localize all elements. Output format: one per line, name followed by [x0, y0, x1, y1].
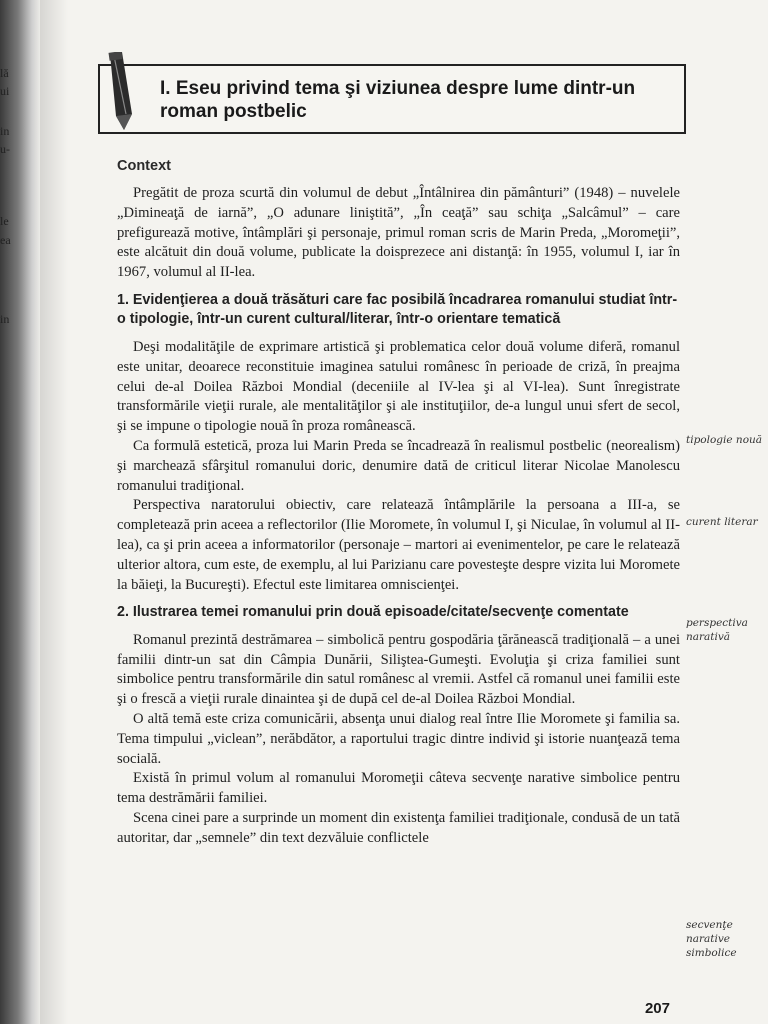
left-page-fragment: le	[0, 214, 9, 228]
left-page-fragment: u-	[0, 142, 10, 156]
context-paragraph: Pregătit de proza scurtă din volumul de debut „Întâlnirea din pământuri” (1948) – nuvelele „Dimineaţă de iarnă”, „O adunare liniştită”, „În ceaţă” sau schiţa „Salcâmul” – care prefigurează motive, întâmplări şi personaje, primul roman scris de Marin Preda, „Moromeţii”, este alcătuit din două volume, publicate la doisprezece ani distanţă: în 1955, volumul I, iar în 1967, volumul al II-lea.	[117, 185, 680, 281]
margin-note: secvenţe narative simbolice	[686, 919, 737, 959]
paragraph: Scena cinei pare a surprinde un moment din existenţa familiei tradiţionale, condusă de un tată autoritar, dar „semnele” din text dezvăluie conflictele	[117, 810, 680, 846]
margin-note: tipologie nouă	[686, 434, 763, 446]
section-1-heading: 1. Evidenţierea a două trăsături care fac posibilă încadrarea romanului studiat într-o tipologie, într-un curent cultural/literar, într-o orientare tematică	[117, 291, 678, 328]
paragraph: Deşi modalităţile de exprimare artistică şi problematica celor două volume diferă, romanul este unitar, deoarece reconstituie imaginea satului românesc în perioade de criză, în preajma celui de-al Doilea Război Mondial (deceniile al IV-lea şi al VI-lea). Sunt înregistrate transformările vieţii rurale, ale mentalităţilor şi ale instituţiilor, de-a lungul unui sfert de secol, şi se impune o tipologie nouă în proza românească.	[117, 338, 680, 435]
paragraph: O altă temă este criza comunicării, absenţa unui dialog real între Ilie Moromete şi familia sa. Tema timpului „viclean”, nerăbdător, a raportului tragic dintre individ şi istorie nuanţează tema socială.	[117, 711, 680, 767]
left-page-fragment: ea	[0, 233, 11, 247]
margin-note: curent literar	[686, 516, 758, 528]
left-page-fragment: ui	[0, 84, 10, 98]
page-content	[117, 152, 680, 849]
left-page-fragment: in	[0, 312, 10, 326]
page-number: 207	[644, 1000, 670, 1017]
section-2-heading: 2. Ilustrarea temei romanului prin două episoade/citate/secvenţe comentate	[117, 604, 629, 621]
title-box	[98, 64, 686, 134]
paragraph: Romanul prezintă destrămarea – simbolică pentru gospodăria ţărănească tradiţională – a unei familii dintr-un sat din Câmpia Dunării, Siliştea-Gumeşti. Evoluţia şi criza familiei sunt simbolice pentru transformările din satul românesc al vremii. Astfel că romanul unei familii este şi o frescă a vieţii rurale dinaintea şi de după cel de-al Doilea Război Mondial.	[117, 631, 680, 708]
paragraph: Perspectiva naratorului obiectiv, care relatează întâmplările la persoana a III-a, se completează prin aceea a reflectorilor (Ilie Moromete, în volumul I, şi Niculae, în volumul al II-lea), ca şi prin aceea a informatorilor (personaje – martori ai evenimentelor, pe care le relatează ulterior altora, cum este, de exemplu, al lui Parizianu care povesteşte despre vizita lui Moromete la băieţi, la Bucureşti). Efectul este limitarea omniscienţei.	[117, 497, 680, 593]
pencil-icon	[104, 52, 140, 132]
paragraph: Există în primul volum al romanului Moromeţii câteva secvenţe narative simbolice pentru tema destrămării familiei.	[117, 770, 680, 807]
page-title: I. Eseu privind tema şi viziunea despre lume dintr-un roman postbelic	[160, 78, 636, 122]
left-page-fragment: lă	[0, 66, 9, 80]
context-heading: Context	[117, 158, 171, 174]
left-page-fragment: in	[0, 124, 10, 138]
margin-note: perspectiva narativă	[686, 617, 748, 643]
binding-shadow	[40, 0, 68, 1024]
paragraph: Ca formulă estetică, proza lui Marin Preda se încadrează în realismul postbelic (neorealism) şi marchează sfârşitul romanului doric, denumire dată de criticul literar Nicolae Manolescu romanului tradiţional.	[117, 437, 680, 494]
